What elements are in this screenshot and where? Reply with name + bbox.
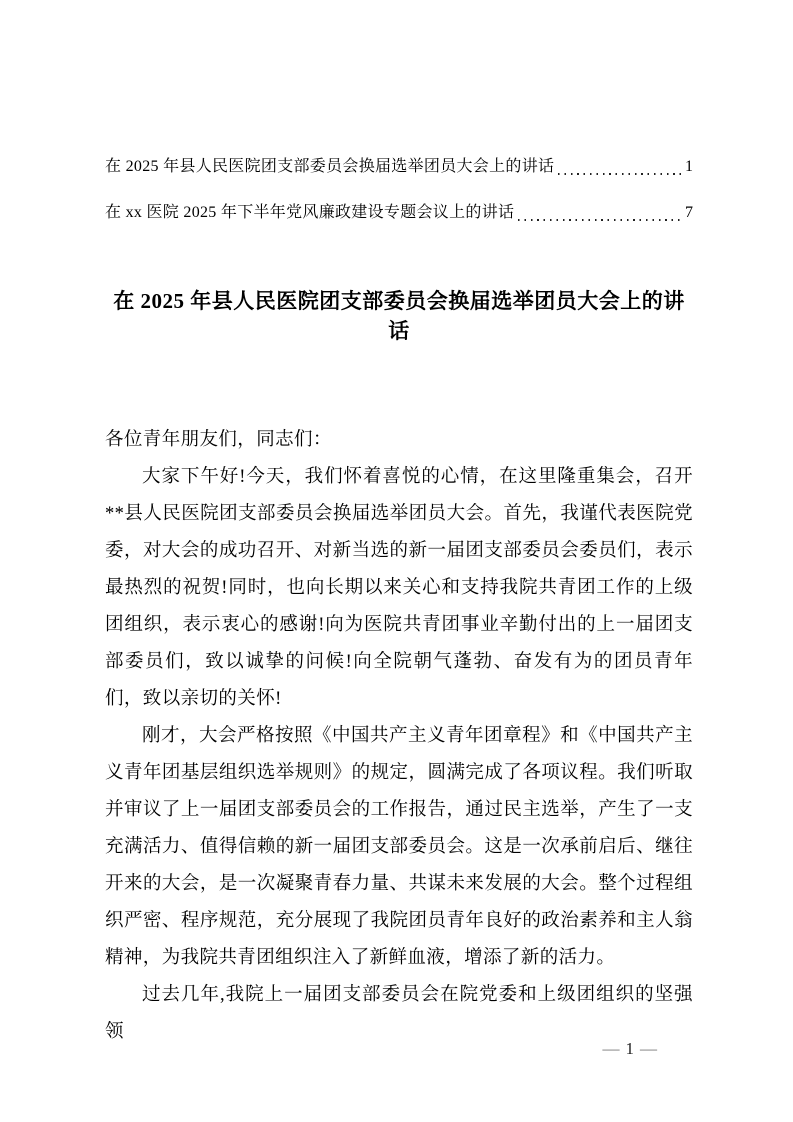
paragraph: 大家下午好!今天，我们怀着喜悦的心情，在这里隆重集会，召开**县人民医院团支部委员会换届选举团员大会。首先，我谨代表医院党委，对大会的成功召开、对新当选的新一届团支部委员会委员们，表示最热烈的祝贺!同时，也向长期以来关心和支持我院共青团工作的上级团组织，表示衷心的感谢!向为医院共青团事业辛勤付出的上一届团支部委员们，致以诚挚的问候!向全院朝气蓬勃、奋发有为的团员青年们，致以亲切的关怀! (105, 467, 693, 709)
table-of-contents (105, 154, 693, 226)
page-number: 1 (625, 1039, 634, 1058)
document-body (105, 422, 693, 1051)
toc-entry[interactable] (105, 154, 693, 180)
paragraph-salutation: 各位青年朋友们，同志们： (105, 430, 332, 450)
page-number-dash: — (640, 1039, 657, 1058)
toc-entry-title: 在 2025 年县人民医院团支部委员会换届选举团员大会上的讲话 (105, 158, 555, 175)
page-number-dash: — (602, 1039, 620, 1058)
toc-entry-title: 在 xx 医院 2025 年下半年党风廉政建设专题会议上的讲话 (105, 204, 515, 221)
paragraph: 刚才，大会严格按照《中国共产主义青年团章程》和《中国共产主义青年团基层组织选举规则》的规定，圆满完成了各项议程。我们听取并审议了上一届团支部委员会的工作报告，通过民主选举，产生了一支充满活力、值得信赖的新一届团支部委员会。这是一次承前启后、继往开来的大会，是一次凝聚青春力量、共谋未来发展的大会。整个过程组织严密、程序规范，充分展现了我院团员青年良好的政治素养和主人翁精神，为我院共青团组织注入了新鲜血液，增添了新的活力。 (105, 726, 693, 968)
paragraph: 过去几年,我院上一届团支部委员会在院党委和上级团组织的坚强领 (105, 985, 693, 1042)
toc-entry-page-number: 7 (685, 204, 693, 221)
page-footer (597, 1038, 664, 1060)
toc-entry-page-number: 1 (685, 158, 693, 175)
toc-dot-leader (558, 173, 681, 175)
toc-dot-leader (518, 219, 681, 221)
document-title: 在 2025 年县人民医院团支部委员会换届选举团员大会上的讲话 (113, 289, 685, 343)
toc-entry[interactable] (105, 200, 693, 226)
